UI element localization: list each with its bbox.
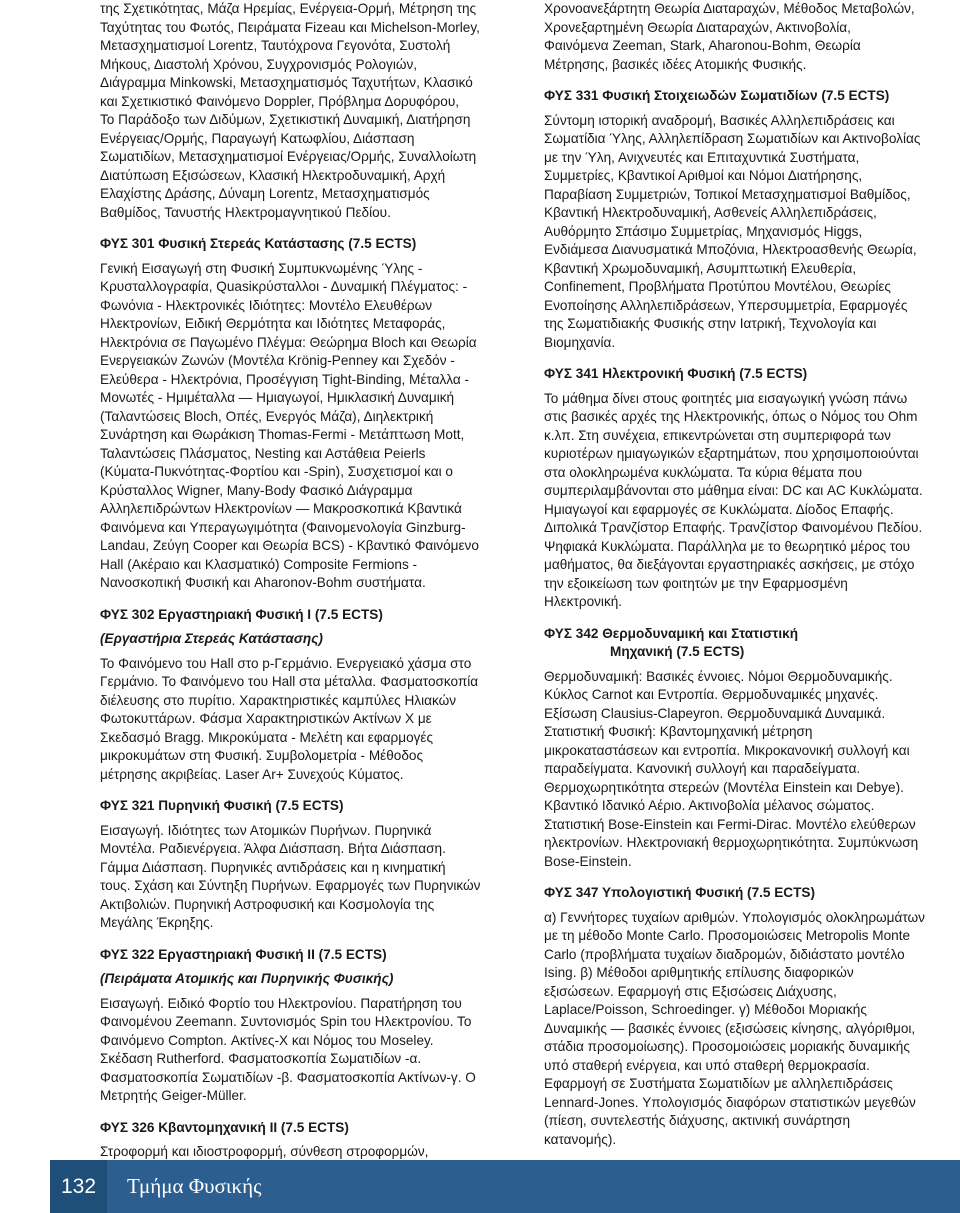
- text-line: Carlo (προβλήματα τυχαίων διαδρομών, διδιάστατο μοντέλο: [544, 946, 905, 962]
- text-line: Βαθμίδος, Τανυστής Ηλεκτρομαγνητικού Πεδίου.: [100, 204, 391, 220]
- text-line: την εξοικείωση των φοιτητών με την Εφαρμοσμένη: [544, 575, 848, 591]
- text-line: Φαινόμενα Zeeman, Stark, Aharonou-Bohm, Θεωρία: [544, 38, 861, 53]
- text-line: μικροκυμάτων στη Φυσική. Συμβολομετρία - Μέθοδος: [100, 748, 424, 763]
- course-title-fys342-line2: Μηχανική (7.5 ECTS): [610, 644, 745, 659]
- text-line: κυριοτέρων ημιαγωγικών εξαρτημάτων, που χρησιμοποιούνται: [544, 446, 919, 461]
- text-line: Φαινομένου Zeemann. Συντονισμός Spin του Ηλεκτρονίου. Το: [100, 1014, 472, 1029]
- text-line: Αυθόρμητο Σπάσιμο Συμμετρίας, Μηχανισμός Higgs,: [544, 223, 863, 239]
- course-desc-fys301: [100, 260, 512, 593]
- text-line: μικροκαταστάσεων και εντροπία. Μικροκανονική συλλογή και: [544, 742, 910, 758]
- text-line: Φασματοσκοπία Σωματιδίων -β. Φασματοσκοπία Ακτίνων-γ. Ο: [100, 1069, 476, 1085]
- text-line: (Ταλαντώσεις Bloch, Οπές, Ενεργός Μάζα), Διηλεκτρική: [100, 408, 434, 424]
- text-line: Σωματίδια Ύλης, Αλληλεπίδραση Σωματιδίων και Ακτινοβολίας: [544, 131, 921, 146]
- text-line: Μέτρησης, βασικές ιδέες Ατομικής Φυσικής.: [544, 56, 807, 72]
- course-title-fys347: ΦΥΣ 347 Υπολογιστική Φυσική (7.5 ECTS): [544, 885, 816, 900]
- text-line: ηλεκτρονίων. Ηλεκτρονιακή θερμοχωρητικότητα. Συμπύκνωση: [544, 835, 919, 850]
- course-title-fys331: ΦΥΣ 331 Φυσική Στοιχειωδών Σωματιδίων (7.5 ECTS): [544, 88, 890, 103]
- course-desc-fys322: [100, 995, 512, 1106]
- text-line: Φωνόνια - Ηλεκτρονικές Ιδιότητες: Μοντέλο Ελευθέρων: [100, 297, 433, 313]
- text-line: Το Παράδοξο των Διδύμων, Σχετικιστική Δυναμική, Διατήρηση: [100, 112, 471, 127]
- text-line: Landau, Ζεύγη Cooper και Θεωρία BCS) - Κβαντικό Φαινόμενο: [100, 538, 479, 553]
- intro-block-left: [100, 0, 512, 222]
- text-line: Διάγραμμα Minkowski, Μετασχηματισμός Ταχυτήτων, Κλασικό: [100, 75, 473, 90]
- text-line: Lennard-Jones. Υπολογισμός διαφόρων στατιστικών μεγεθών: [544, 1094, 916, 1110]
- text-line: κατανομής).: [544, 1131, 617, 1147]
- course-desc-fys341: [544, 390, 944, 612]
- text-line: Το Φαινόμενο του Hall στο p-Γερμάνιο. Ενεργειακό χάσμα στο: [100, 655, 472, 671]
- text-line: Χρονεξαρτημένη Θεωρία Διαταραχών, Ακτινοβολία,: [544, 19, 851, 35]
- text-line: Ελαχίστης Δράσης, Δύναμη Lorentz, Μετασχηματισμός: [100, 186, 430, 201]
- text-line: Κβαντική Χρωμοδυναμική, Ασυμπτωτική Ελευθερία,: [544, 260, 857, 276]
- course-subtitle-fys302: (Εργαστήρια Στερεάς Κατάστασης): [100, 631, 323, 646]
- text-line: Θερμοδυναμική: Βασικές έννοιες. Νόμοι Θερμοδυναμικής.: [544, 668, 893, 684]
- course-desc-fys302: [100, 655, 512, 785]
- text-line: Μοντέλα. Ραδιενέργεια. Άλφα Διάσπαση. Βήτα Διάσπαση.: [100, 841, 446, 856]
- text-line: Κβαντικό Ιδανικό Αέριο. Ακτινοβολία μέλανος σώματος.: [544, 798, 875, 813]
- text-line: Νανοσκοπική Φυσική και Aharonov-Bohm συστήματα.: [100, 575, 426, 590]
- course-title-fys301: ΦΥΣ 301 Φυσική Στερεάς Κατάστασης (7.5 ECTS): [100, 236, 417, 251]
- text-line: (πίεση, συντελεστής διάχυσης, ακτινική συνάρτηση: [544, 1113, 851, 1128]
- text-line: Ακτιβολιών. Πυρηνική Αστροφυσική και Κοσμολογία της: [100, 896, 435, 912]
- text-line: α) Γεννήτορες τυχαίων αριθμών. Υπολογισμός ολοκληρωμάτων: [544, 909, 925, 925]
- text-line: διέλευσης στο πυρίτιο. Χαρακτηριστικές καμπύλες Ηλιακών: [100, 692, 457, 708]
- intro-block-right: [544, 0, 944, 74]
- text-line: Ising. β) Μέθοδοι αριθμητικής επίλυσης διαφορικών: [544, 965, 854, 980]
- text-line: Στροφορμή και ιδιοστροφορμή, σύνθεση στροφορμών,: [100, 1144, 429, 1159]
- text-line: Συμμετρίες, Κβαντικοί Αριθμοί και Νόμοι Διατήρησης,: [544, 168, 863, 183]
- text-line: Σκέδαση Rutherford. Φασματοσκοπία Σωματιδίων -α.: [100, 1051, 422, 1066]
- page-footer: [0, 1160, 960, 1213]
- text-line: Ηλεκτρονική.: [544, 594, 623, 609]
- text-line: Ηλεκτρόνια σε Παγωμένο Πλέγμα: Θεώρημα Bloch και Θεωρία: [100, 334, 477, 350]
- course-desc-fys347: [544, 909, 944, 1150]
- course-title-fys322: ΦΥΣ 322 Εργαστηριακή Φυσική II (7.5 ECTS): [100, 946, 387, 962]
- text-line: Κρυσταλλογραφία, Quasiκρύσταλλοι - Δυναμική Πλέγματος: -: [100, 279, 468, 294]
- text-line: εξισώσεων. Εφαρμογή στις Εξισώσεις Διάχυσης,: [544, 983, 837, 999]
- text-line: Ψηφιακά Κυκλώματα. Παράλληλα με το θεωρητικό μέρος του: [544, 538, 911, 554]
- text-line: Διπολικά Τρανζίστορ Επαφής. Τρανζίστορ Φαινομένου Πεδίου.: [544, 520, 923, 535]
- course-desc-fys321: [100, 822, 512, 933]
- text-line: Θερμοχωρητικότητα στερεών (Μοντέλα Einstein και Debye).: [544, 779, 904, 795]
- text-line: Ενεργειακών Ζωνών (Μοντέλα Krönig-Penney και Σχεδόν -: [100, 353, 455, 368]
- text-line: Confinement, Προβλήματα Προτύπου Μοντέλου, Θεωρίες: [544, 279, 891, 294]
- text-line: μέτρησης ακριβείας. Laser Ar+ Συνεχούς Κύματος.: [100, 766, 404, 782]
- left-column: [100, 0, 512, 1180]
- text-line: Ενδιάμεσα Διανυσματικά Μποζόνια, Ηλεκτροασθενής Θεωρία,: [544, 242, 917, 257]
- course-title-fys342-line1: ΦΥΣ 342 Θερμοδυναμική και Στατιστική: [544, 625, 798, 641]
- text-line: Φωτοκυττάρων. Φάσμα Χαρακτηριστικών Ακτίνων Χ με: [100, 711, 432, 726]
- text-line: με την Ύλη, Ανιχνευτές και Επιταχυντικά Συστήματα,: [544, 149, 860, 165]
- page-number: 132: [50, 1160, 107, 1213]
- course-title-fys341: ΦΥΣ 341 Ηλεκτρονική Φυσική (7.5 ECTS): [544, 366, 808, 381]
- text-line: Κρύσταλλος Wigner, Many-Body Φασικό Διάγραμμα: [100, 482, 413, 498]
- text-line: Μεγάλης Έκρηξης.: [100, 915, 214, 930]
- text-line: Παραβίαση Συμμετριών, Τοπικοί Μετασχηματισμοί Βαθμίδος,: [544, 186, 911, 202]
- text-line: Φαινόμενο Compton. Ακτίνες-Χ και Νόμος του Moseley.: [100, 1032, 434, 1048]
- text-line: της Σχετικότητας, Μάζα Ηρεμίας, Ενέργεια-Ορμή, Μέτρηση της: [100, 1, 477, 16]
- text-line: Διατύπωση Εξισώσεων, Κλασική Ηλεκτροδυναμική, Αρχή: [100, 167, 446, 183]
- text-line: της Σωματιδιακής Φυσικής στην Ιατρική, Τεχνολογία και: [544, 316, 877, 331]
- text-line: Μετασχηματισμοί Lorentz, Ταυτόχρονα Γεγονότα, Συστολή: [100, 38, 451, 53]
- text-line: Συνάρτηση και Θωράκιση Thomas-Fermi - Μετάπτωση Mott,: [100, 427, 465, 442]
- text-line: Ταχύτητας του Φωτός, Πειράματα Fizeau και Michelson-Morley,: [100, 19, 480, 35]
- text-line: κ.λπ. Στη συνέχεια, επικεντρώνεται στη συμπεριφορά των: [544, 427, 891, 443]
- text-line: Μετρητής Geiger-Müller.: [100, 1088, 247, 1103]
- text-line: Σύντομη ιστορική αναδρομή, Βασικές Αλληλεπιδράσεις και: [544, 112, 895, 128]
- text-line: στα ολοκληρωμένα κυκλώματα. Τα κύρια θέματα που: [544, 464, 863, 480]
- text-line: Κβαντική Ηλεκτροδυναμική, Ασθενείς Αλληλεπιδράσεις,: [544, 205, 877, 220]
- course-desc-fys331: [544, 112, 944, 353]
- text-line: Εφαρμογή σε Συστήματα Σωματιδίων με αλληλεπιδράσεις: [544, 1076, 893, 1091]
- text-line: Ελεύθερα - Ηλεκτρόνια, Προσέγγιση Tight-Binding, Μέταλλα -: [100, 371, 470, 387]
- course-desc-fys342: [544, 668, 944, 872]
- text-line: Laplace/Poisson, Schroedinger. γ) Μέθοδοι Μοριακής: [544, 1002, 867, 1017]
- text-line: Βιομηχανία.: [544, 334, 616, 350]
- text-line: Δυναμικής — βασικές έννοιες (εξισώσεις κίνησης, αλγόριθμοι,: [544, 1020, 916, 1036]
- course-title-fys326: ΦΥΣ 326 Κβαντομηχανική II (7.5 ECTS): [100, 1119, 349, 1135]
- right-column: [544, 0, 944, 1149]
- text-line: Αλληλεπιδρώντων Ηλεκτρονίων — Μακροσκοπικά Κβαντικά: [100, 501, 462, 516]
- text-line: Ταλαντώσεις Πλάσματος, Nesting και Αστάθεια Peierls: [100, 445, 426, 461]
- text-line: Μήκους, Διαστολή Χρόνου, Συγχρονισμός Ρολογιών,: [100, 56, 418, 72]
- text-line: Γενική Εισαγωγή στη Φυσική Συμπυκνωμένης Ύλης -: [100, 260, 423, 276]
- text-line: τους. Σχάση και Σύντηξη Πυρήνων. Εφαρμογές των Πυρηνικών: [100, 878, 481, 893]
- text-line: μαθήματος, θα διεξάγονται εργαστηριακές ασκήσεις, με στόχο: [544, 557, 915, 572]
- text-line: υπό σταθερή ενέργεια, και υπό σταθερή θερμοκρασία.: [544, 1057, 870, 1073]
- course-title-fys321: ΦΥΣ 321 Πυρηνική Φυσική (7.5 ECTS): [100, 798, 344, 813]
- course-subtitle-fys322: (Πειράματα Ατομικής και Πυρηνικής Φυσικής): [100, 971, 394, 986]
- text-line: Hall (Ακέραιο και Κλασματικό) Composite Fermions -: [100, 556, 418, 572]
- text-line: Bose-Einstein.: [544, 853, 632, 869]
- text-line: Ηλεκτρονίων, Ειδική Θερμότητα και Ιδιότητες Μεταφοράς,: [100, 316, 446, 331]
- text-line: Χρονοανεξάρτητη Θεωρία Διαταραχών, Μέθοδος Μεταβολών,: [544, 1, 915, 16]
- text-line: Στατιστική Φυσική: Κβαντομηχανική μέτρηση: [544, 724, 813, 739]
- department-name: Τμήμα Φυσικής: [107, 1160, 960, 1213]
- text-line: Κύκλος Carnot και Εντροπία. Θερμοδυναμικές μηχανές.: [544, 687, 879, 702]
- text-line: (Κύματα-Πυκνότητας-Φορτίου και -Spin), Συσχετισμοί και ο: [100, 464, 453, 479]
- text-line: παραδείγματα. Κανονική συλλογή και παραδείγματα.: [544, 761, 861, 776]
- text-line: Γερμάνιο. Το Φαινόμενο του Hall στα μέταλλα. Φασματοσκοπία: [100, 674, 479, 689]
- text-line: Ενοποίησης Αλληλεπιδράσεων, Υπερσυμμετρία, Εφαρμογές: [544, 297, 908, 313]
- text-line: Εισαγωγή. Ιδιότητες των Ατομικών Πυρήνων. Πυρηνικά: [100, 822, 432, 838]
- text-line: Φαινόμενα και Υπεραγωγιμότητα (Φαινομενολογία Ginzburg-: [100, 519, 466, 535]
- text-line: Γάμμα Διάσπαση. Πυρηνικές αντιδράσεις και η κινηματική: [100, 859, 446, 875]
- text-line: Εισαγωγή. Ειδικό Φορτίο του Ηλεκτρονίου. Παρατήρηση του: [100, 995, 462, 1011]
- text-line: Ημιαγωγοί και εφαρμογές σε Κυκλώματα. Δίοδος Επαφής.: [544, 501, 894, 517]
- text-line: συμπεριλαμβάνονται στο μάθημα είναι: DC και AC Κυκλώματα.: [544, 483, 923, 498]
- text-line: Μονωτές - Ημιμέταλλα — Ημιαγωγοί, Ημικλασική Δυναμική: [100, 390, 455, 405]
- course-title-fys302: ΦΥΣ 302 Εργαστηριακή Φυσική I (7.5 ECTS): [100, 606, 383, 622]
- text-line: Στατιστική Bose-Einstein και Fermi-Dirac. Μοντέλο ελεύθερων: [544, 816, 916, 832]
- text-line: Σκεδασμό Bragg. Μικροκύματα - Μελέτη και εφαρμογές: [100, 729, 434, 745]
- text-line: Το μάθημα δίνει στους φοιτητές μια εισαγωγική γνώση πάνω: [544, 390, 908, 406]
- text-line: Ενέργειας/Ορμής, Παραγωγή Κατωφλίου, Διάσπαση: [100, 130, 415, 146]
- text-line: με τη μέθοδο Monte Carlo. Προσομοιώσεις Metropolis Monte: [544, 928, 911, 943]
- text-line: και Σχετικιστικό Φαινόμενο Doppler, Πρόβλημα Δορυφόρου,: [100, 93, 460, 109]
- text-line: Σωματιδίων, Μετασχηματισμοί Ενέργειας/Ορμής, Συναλλοίωτη: [100, 149, 477, 164]
- text-line: στάδια προσομοίωσης). Προσομοιώσεις μοριακής δυναμικής: [544, 1039, 910, 1054]
- text-line: Εξίσωση Clausius-Clapeyron. Θερμοδυναμικά Δυναμικά.: [544, 705, 886, 721]
- text-line: στις βασικές αρχές της Ηλεκτρονικής, όπως ο Νόμος του Ohm: [544, 409, 918, 424]
